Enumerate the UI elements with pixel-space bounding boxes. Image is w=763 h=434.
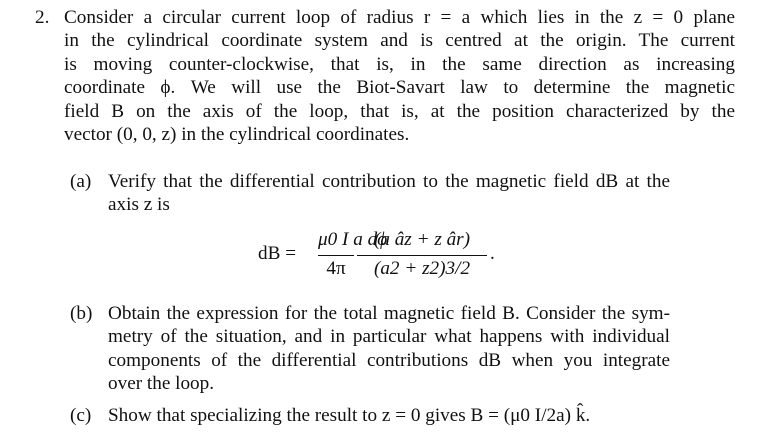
fraction-vector (357, 228, 487, 280)
fraction-prefactor (318, 228, 388, 280)
part-a-label: (a) (70, 171, 92, 192)
part-c-text (108, 404, 670, 427)
problem-2 (35, 6, 735, 146)
problem-line-5: field B on the axis of the loop, that is, at the position characterized by the (64, 100, 735, 122)
part-c-line-1: Show that specializing the result to z = 0 gives B = (μ0 I/2a) k̂. (108, 405, 591, 426)
problem-line-6: vector (0, 0, z) in the cylindrical coordinates. (64, 124, 410, 146)
problem-statement (64, 6, 735, 146)
prefactor-denominator: 4π (326, 258, 346, 279)
differential-field-equation (258, 228, 518, 284)
problem-line-1: Consider a circular current loop of radius r = a which lies in the z = 0 plane (64, 7, 735, 28)
vector-denominator: (a2 + z2)3/2 (373, 258, 471, 279)
part-a-line-2: axis z is (108, 194, 170, 216)
part-b-line-4: over the loop. (108, 373, 215, 395)
part-b-label: (b) (70, 303, 93, 324)
part-b-line-3: components of the differential contributions dB when you integrate (108, 349, 670, 371)
part-a-text (108, 170, 670, 217)
problem-number: 2. (35, 7, 50, 28)
equation-period: . (490, 243, 495, 264)
part-c-label: (c) (70, 405, 92, 426)
part-a-line-1: Verify that the differential contribution to the magnetic field dB at the (108, 171, 670, 192)
prefactor-numerator: μ0 I a dϕ (318, 229, 388, 250)
problem-line-3: is moving counter-clockwise, that is, in the same direction as increasing (64, 53, 735, 75)
equation-lhs: dB = (258, 243, 297, 264)
problem-line-2: in the cylindrical coordinate system and is centred at the origin. The current (64, 30, 735, 52)
part-c (70, 404, 670, 427)
part-b-text (108, 302, 670, 396)
vector-numerator: (a âz + z âr) (373, 229, 471, 250)
problem-line-4: coordinate ϕ. We will use the Biot-Savart law to determine the magnetic (64, 77, 735, 99)
part-b-line-2: metry of the situation, and in particular what happens with individual (108, 326, 670, 348)
part-b (70, 302, 670, 396)
part-b-line-1: Obtain the expression for the total magnetic field B. Consider the sym- (108, 303, 670, 324)
part-a (70, 170, 670, 217)
